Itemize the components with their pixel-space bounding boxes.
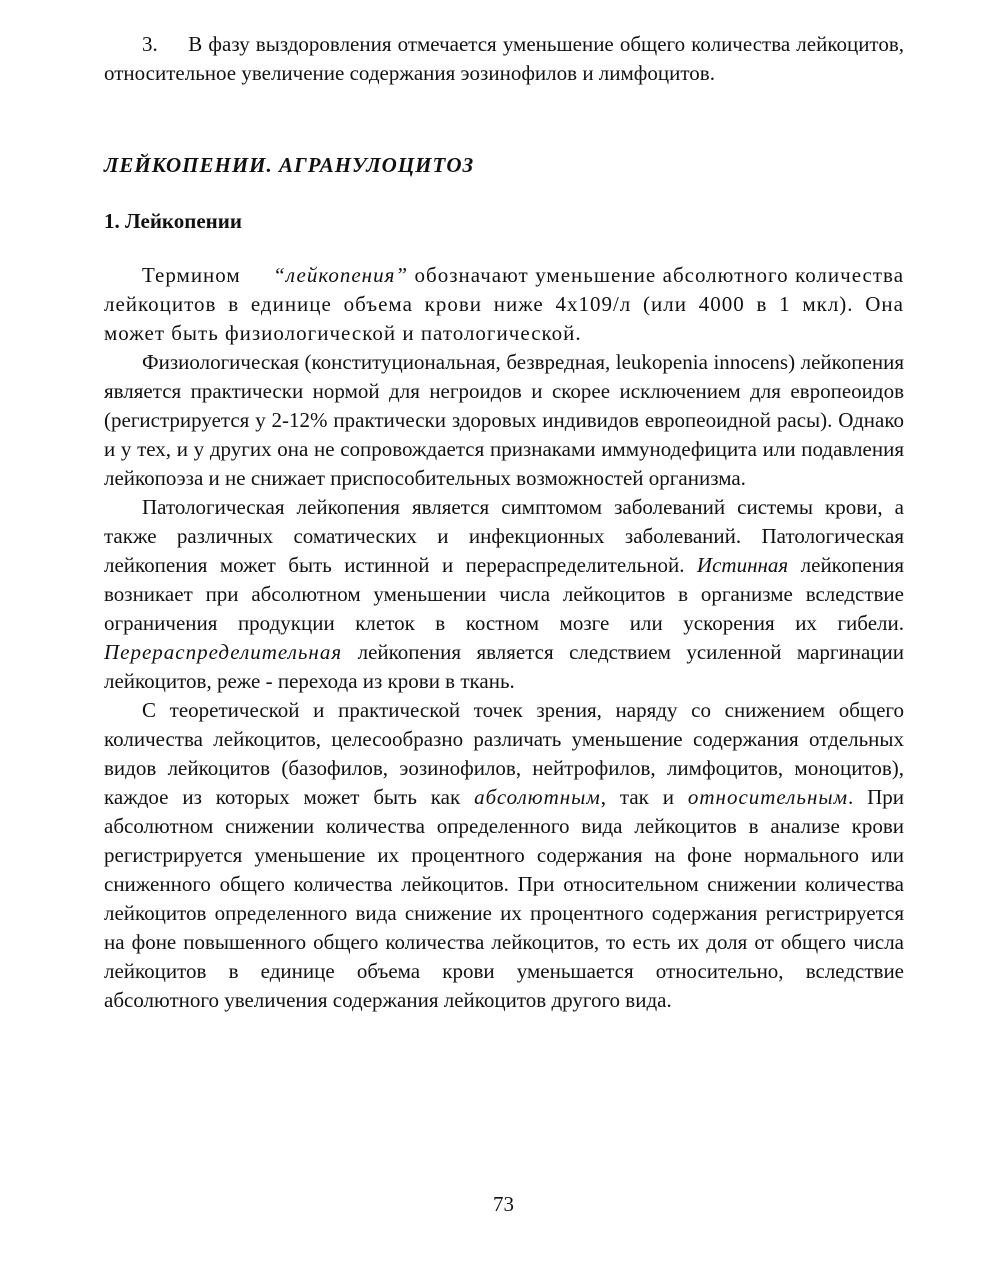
list-item-3 [104, 30, 904, 88]
term-true: Истинная [696, 553, 789, 577]
types-text-b: , так и [600, 785, 674, 809]
definition-lead: Термином [142, 263, 241, 287]
pathological-text-c: лейкопения является следствием усиленной маргинации лейкоцитов, реже - перехода из крови в ткань. [104, 640, 905, 693]
list-item-number: 3. [142, 32, 158, 56]
paragraph-definition [104, 261, 904, 348]
term-leukopenia: “лейкопения” [273, 263, 409, 287]
term-relative: относительным [687, 785, 848, 809]
section-title: 1. Лейкопении [104, 209, 242, 233]
paragraph-physiological: Физиологическая (конституциональная, безвредная, leukopenia innocens) лейкопения является практически нормой для негроидов и скорее исключением для европеоидов (регистрируется у 2-12% практически здоровых индивидов европеоидной расы). Однако и у тех, и у других она не сопровождается признаками иммунодефицита или подавления лейкопоэза и не снижает приспособительных возможностей организма. [104, 350, 904, 490]
page-body [104, 30, 904, 1015]
paragraph-types [104, 696, 904, 1015]
list-item-text: В фазу выздоровления отмечается уменьшение общего количества лейкоцитов, относительное увеличение содержания эозинофилов и лимфоцитов. [104, 32, 904, 85]
types-text-c: . При абсолютном снижении количества определенного вида лейкоцитов в анализе крови регистрируется уменьшение их процентного содержания на фоне нормального или сниженного общего количества лейкоцитов. При относительном снижении количества лейкоцитов определенного вида снижение их процентного содержания регистрируется на фоне повышенного общего количества лейкоцитов, то есть их доля от общего числа лейкоцитов в единице объема крови уменьшается относительно, вследствие абсолютного увеличения содержания лейкоцитов другого вида. [104, 785, 905, 1012]
pathological-text-a: Патологическая лейкопения является симптомом заболеваний системы крови, а также различных соматических и инфекционных заболеваний. Патологическая лейкопения может быть истинной и перераспределительной. [104, 495, 904, 577]
definition-text: обозначают уменьшение абсолютного количества лейкоцитов в единице объема крови ниже 4х109/л (или 4000 в 1 мкл). Она может быть физиологической и патологической. [104, 263, 905, 345]
term-redistributive: Перераспределительная [104, 640, 343, 664]
pathological-text-b: лейкопения возникает при абсолютном уменьшении числа лейкоцитов в организме вследствие ограничения продукции клеток в костном мозге или ускорения их гибели. [104, 553, 905, 635]
types-text-a: С теоретической и практической точек зрения, наряду со снижением общего количества лейкоцитов, целесообразно различать уменьшение содержания отдельных видов лейкоцитов (базофилов, эозинофилов, нейтрофилов, лимфоцитов, моноцитов), каждое из которых может быть как [104, 698, 904, 809]
page-number: 73 [493, 1192, 514, 1216]
paragraph-pathological [104, 493, 904, 696]
term-absolute: абсолютным [474, 785, 601, 809]
chapter-title: ЛЕЙКОПЕНИИ. АГРАНУЛОЦИТОЗ [104, 153, 475, 177]
